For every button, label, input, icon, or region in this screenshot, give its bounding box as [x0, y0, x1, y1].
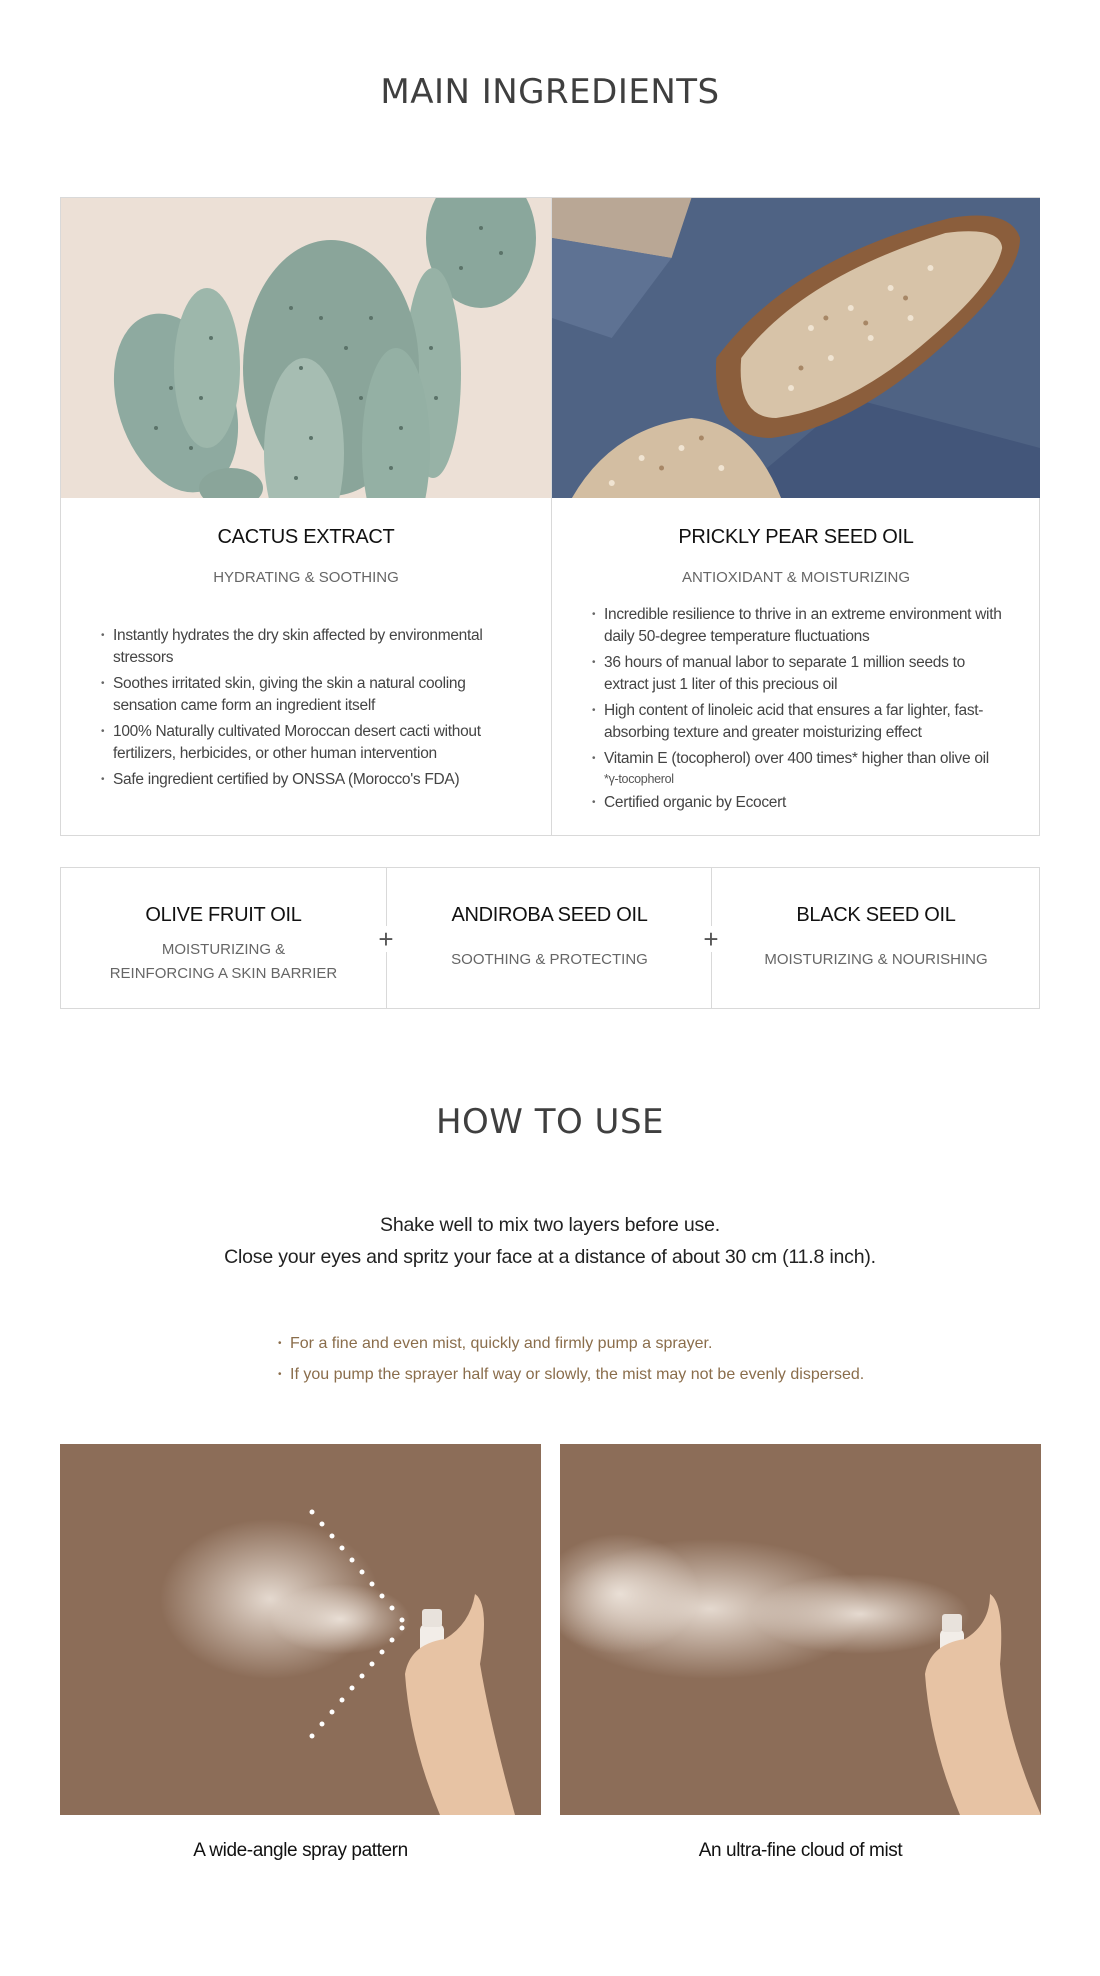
plus-icon: + [376, 926, 396, 952]
bullet-item: • Incredible resilience to thrive in an extreme environment with daily 50-degree temperature fluctuations [592, 604, 1010, 648]
how-to-use-title: HOW TO USE [435, 1102, 665, 1142]
bullet-text: Vitamin E (tocopherol) over 400 times* higher than olive oil [604, 750, 989, 767]
seeds-photo [552, 198, 1040, 498]
instruction-line: Shake well to mix two layers before use. [380, 1214, 720, 1236]
footnote: *γ-tocopherol [604, 772, 674, 786]
bullet-item: • Soothes irritated skin, giving the skin a natural cooling sensation came form an ingredient itself [101, 673, 521, 717]
ingredient-subtitle: SOOTHING & PROTECTING [451, 951, 648, 968]
ingredient-subtitle: HYDRATING & SOOTHING [213, 569, 399, 586]
ingredient-name: BLACK SEED OIL [796, 904, 956, 926]
ingredient-name: OLIVE FRUIT OIL [145, 904, 302, 926]
ingredient-card-prickly-pear [551, 198, 1040, 835]
ingredient-bullet-list [101, 625, 521, 795]
spray-mist-photo [560, 1444, 1041, 1815]
secondary-ingredients-row [60, 867, 1040, 1009]
tip-item: • For a fine and even mist, quickly and firmly pump a sprayer. [278, 1332, 864, 1363]
bullet-item: • 36 hours of manual labor to separate 1 million seeds to extract just 1 liter of this precious oil [592, 652, 1010, 696]
ingredient-bullet-list [592, 604, 1010, 818]
plus-icon: + [701, 926, 721, 952]
tip-item: • If you pump the sprayer half way or slowly, the mist may not be evenly dispersed. [278, 1363, 864, 1394]
ingredient-subtitle: MOISTURIZING & NOURISHING [764, 951, 988, 968]
ingredient-name: CACTUS EXTRACT [217, 526, 395, 548]
bullet-item: • 100% Naturally cultivated Moroccan desert cacti without fertilizers, herbicides, or other human intervention [101, 721, 521, 765]
main-ingredients-title: MAIN INGREDIENTS [380, 72, 720, 112]
main-ingredients-cards [60, 197, 1040, 836]
ingredient-subtitle: MOISTURIZING & [161, 941, 286, 958]
spray-caption: A wide-angle spray pattern [193, 1840, 408, 1861]
ingredient-subtitle: ANTIOXIDANT & MOISTURIZING [681, 569, 911, 586]
bullet-item: • Instantly hydrates the dry skin affected by environmental stressors [101, 625, 521, 669]
bullet-item: • High content of linoleic acid that ensures a far lighter, fast-absorbing texture and greater moisturizing effect [592, 700, 1010, 744]
ingredient-olive-fruit-oil [61, 868, 386, 1008]
ingredient-andiroba-seed-oil [386, 868, 712, 1008]
bullet-item: • Certified organic by Ecocert [592, 792, 1010, 814]
bullet-item [592, 748, 1010, 788]
spray-caption: An ultra-fine cloud of mist [698, 1840, 903, 1861]
instruction-line: Close your eyes and spritz your face at a distance of about 30 cm (11.8 inch). [224, 1246, 876, 1268]
cactus-photo [61, 198, 551, 498]
tips-list [278, 1332, 864, 1394]
ingredient-name: ANDIROBA SEED OIL [451, 904, 648, 926]
bullet-item: • Safe ingredient certified by ONSSA (Morocco's FDA) [101, 769, 521, 791]
spray-wide-photo [60, 1444, 541, 1815]
ingredient-subtitle-line2: REINFORCING A SKIN BARRIER [109, 965, 338, 982]
ingredient-card-cactus [61, 198, 551, 835]
ingredient-name: PRICKLY PEAR SEED OIL [678, 526, 914, 548]
ingredient-black-seed-oil [711, 868, 1040, 1008]
